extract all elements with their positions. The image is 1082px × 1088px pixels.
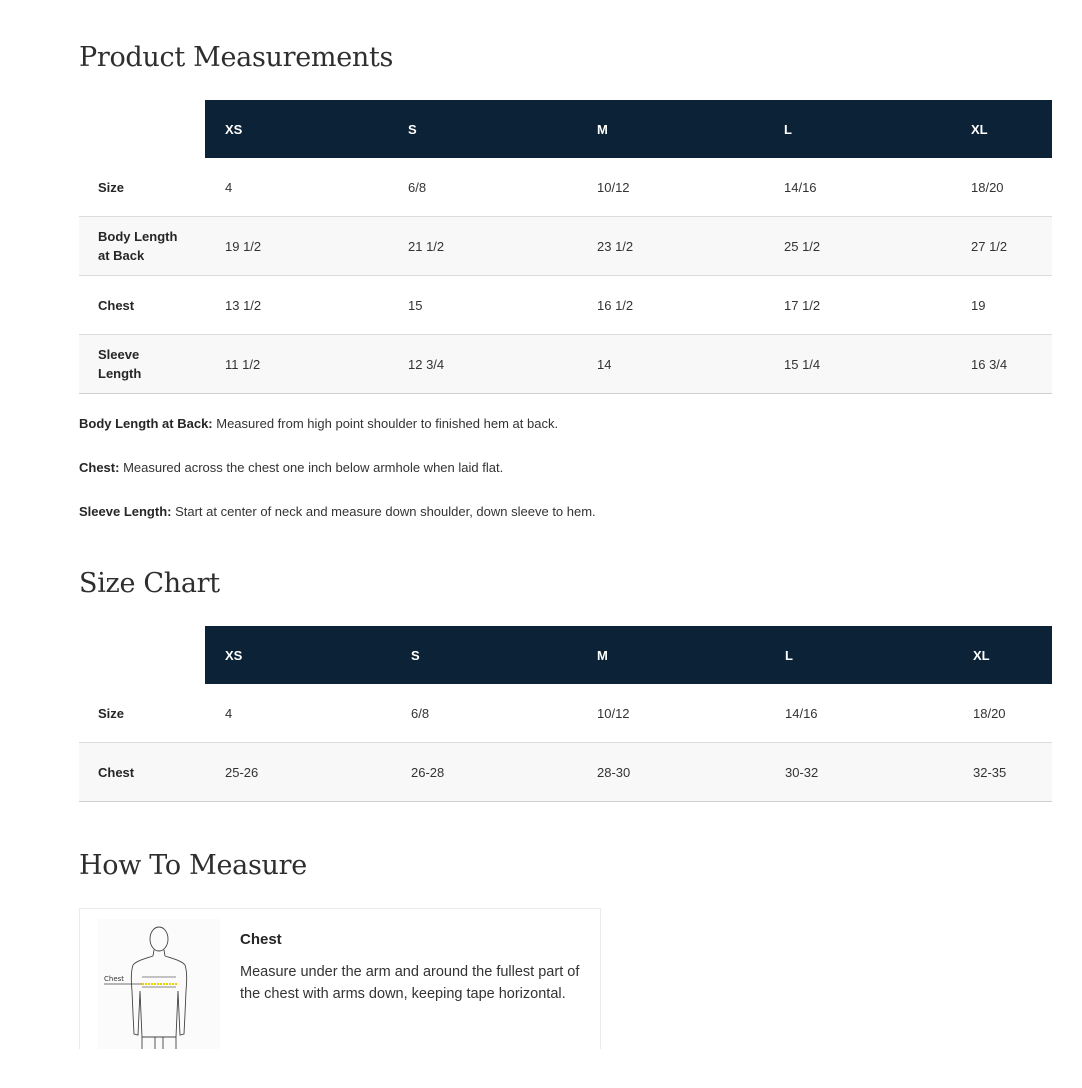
table-cell: 13 1/2 (205, 276, 388, 335)
size-header: XS (205, 100, 388, 158)
table-cell: 19 1/2 (205, 217, 388, 276)
table-header-row (79, 626, 1052, 684)
table-row (79, 158, 1052, 217)
table-cell: 11 1/2 (205, 335, 388, 394)
table-cell: 18/20 (953, 684, 1052, 743)
table-cell: 16 3/4 (951, 335, 1052, 394)
table-cell: 25-26 (205, 743, 391, 802)
table-row (79, 743, 1052, 802)
size-header: S (391, 626, 577, 684)
table-cell: 10/12 (577, 684, 765, 743)
table-row (79, 276, 1052, 335)
row-label: Size (79, 684, 205, 743)
table-cell: 27 1/2 (951, 217, 1052, 276)
table-row (79, 684, 1052, 743)
table-cell: 23 1/2 (577, 217, 764, 276)
table-header-row (79, 100, 1052, 158)
row-label: Body Length at Back (79, 217, 205, 276)
size-header: L (765, 626, 953, 684)
table-cell: 14 (577, 335, 764, 394)
table-cell: 4 (205, 158, 388, 217)
card-title: Chest (240, 931, 282, 948)
table-cell: 16 1/2 (577, 276, 764, 335)
table-cell: 15 1/4 (764, 335, 951, 394)
table-cell: 15 (388, 276, 577, 335)
card-description: Measure under the arm and around the fullest part of the chest with arms down, keeping tape horizontal. (240, 964, 580, 1002)
table-row (79, 217, 1052, 276)
table-row (79, 335, 1052, 394)
note-sleeve-length: Sleeve Length: Start at center of neck and measure down shoulder, down sleeve to hem. (79, 504, 596, 519)
size-header: M (577, 626, 765, 684)
row-label: Size (79, 158, 205, 217)
size-header: S (388, 100, 577, 158)
table-cell: 18/20 (951, 158, 1052, 217)
table-cell: 6/8 (391, 684, 577, 743)
person-outline-icon (98, 919, 220, 1049)
table-cell: 10/12 (577, 158, 764, 217)
chest-measure-figure (98, 919, 220, 1049)
header-blank (79, 100, 205, 158)
product-measurements-table (79, 100, 1052, 394)
how-to-measure-title: How To Measure (79, 850, 307, 881)
row-label: Chest (79, 743, 205, 802)
header-blank (79, 626, 205, 684)
size-header: XL (951, 100, 1052, 158)
table-cell: 6/8 (388, 158, 577, 217)
size-header: XS (205, 626, 391, 684)
table-cell: 19 (951, 276, 1052, 335)
figure-label: Chest (104, 975, 125, 983)
note-chest: Chest: Measured across the chest one inch below armhole when laid flat. (79, 460, 504, 475)
note-body-length: Body Length at Back: Measured from high point shoulder to finished hem at back. (79, 416, 559, 431)
row-label: Chest (79, 276, 205, 335)
table-cell: 17 1/2 (764, 276, 951, 335)
table-cell: 21 1/2 (388, 217, 577, 276)
table-cell: 14/16 (764, 158, 951, 217)
product-measurements-title: Product Measurements (79, 42, 394, 73)
size-header: XL (953, 626, 1052, 684)
table-cell: 26-28 (391, 743, 577, 802)
size-header: L (764, 100, 951, 158)
table-cell: 4 (205, 684, 391, 743)
table-cell: 14/16 (765, 684, 953, 743)
table-cell: 30-32 (765, 743, 953, 802)
table-cell: 28-30 (577, 743, 765, 802)
size-chart-table (79, 626, 1052, 802)
table-cell: 25 1/2 (764, 217, 951, 276)
row-label: Sleeve Length (79, 335, 205, 394)
size-chart-title: Size Chart (79, 568, 220, 599)
table-cell: 32-35 (953, 743, 1052, 802)
size-header: M (577, 100, 764, 158)
measure-card-chest (79, 908, 601, 1049)
table-cell: 12 3/4 (388, 335, 577, 394)
